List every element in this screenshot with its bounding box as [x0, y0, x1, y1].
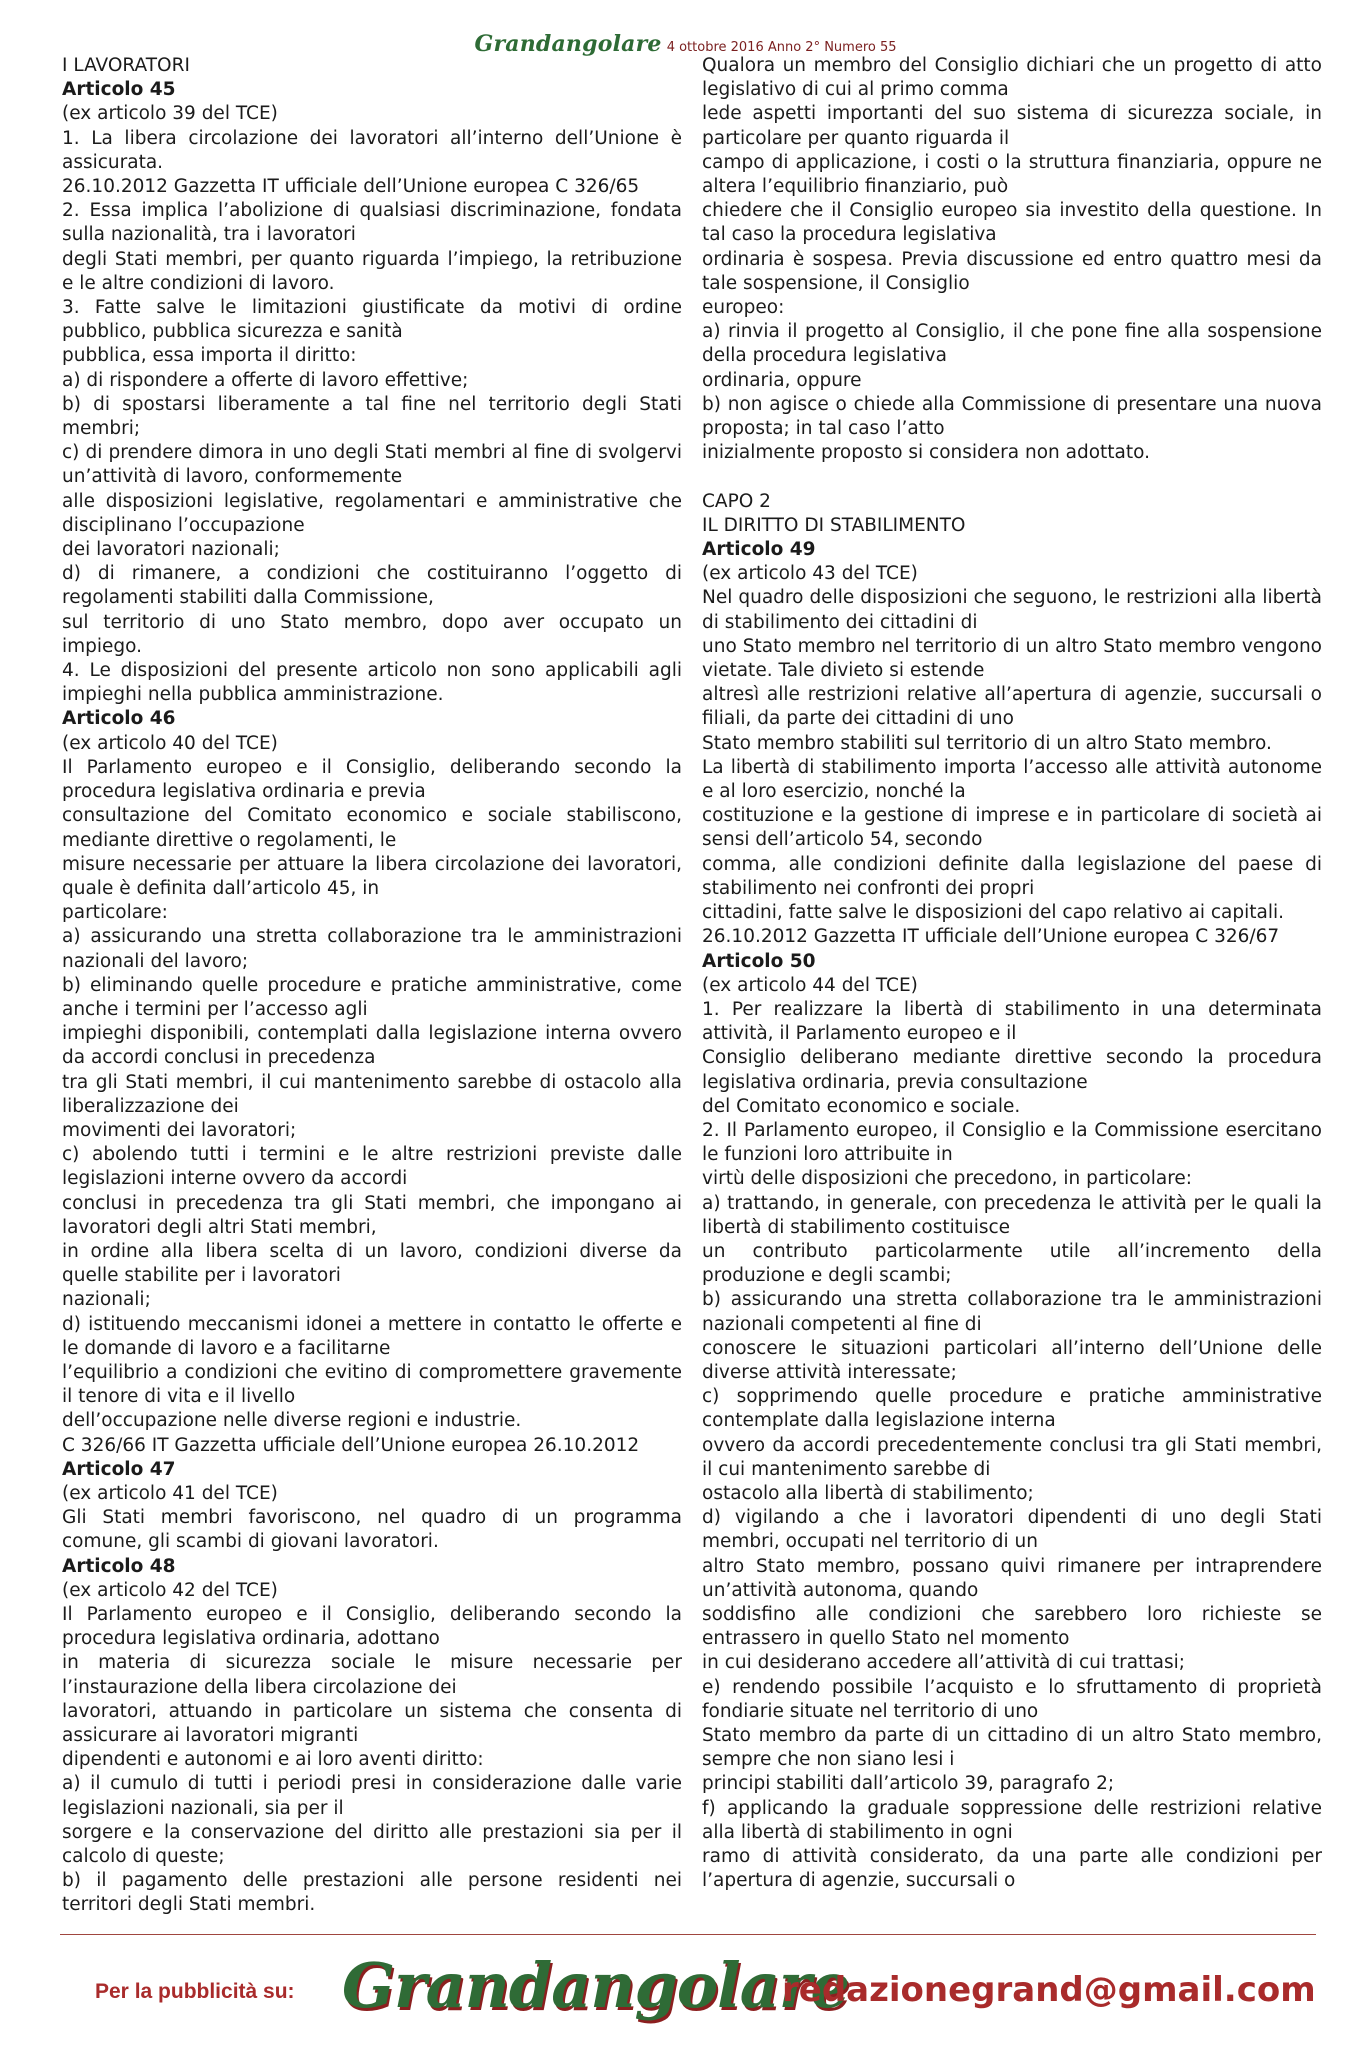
footer-logo: Grandangolare: [342, 1949, 850, 2022]
paragraph: Consiglio deliberano mediante direttive secondo la procedura legislativa ordinaria, previa consultazione: [702, 1047, 1322, 1093]
paragraph: sorgere e la conservazione del diritto alle prestazioni sia per il calcolo di queste;: [62, 1821, 682, 1868]
paragraph: 2. Essa implica l’abolizione di qualsiasi discriminazione, fondata sulla nazionalità, tra i lavoratori: [62, 200, 682, 246]
list-item: c) sopprimendo quelle procedure e pratiche amministrative contemplate dalla legislazione interna: [702, 1386, 1322, 1432]
paragraph: in cui desiderano accedere all’attività di cui trattasi;: [702, 1652, 1185, 1674]
contact-email[interactable]: redazionegrand@gmail.com: [782, 1970, 1316, 2010]
article-reference: (ex articolo 40 del TCE): [62, 732, 278, 754]
paragraph: 4. Le disposizioni del presente articolo non sono applicabili agli impieghi nella pubblica amministrazione.: [62, 660, 682, 706]
advertising-label: Per la pubblicità su:: [95, 1980, 295, 2003]
gazette-reference: 26.10.2012 Gazzetta IT ufficiale dell’Unione europea C 326/67: [702, 926, 1280, 948]
paragraph: 1. Per realizzare la libertà di stabilimento in una determinata attività, il Parlamento europeo e il: [702, 998, 1322, 1045]
paragraph: degli Stati membri, per quanto riguarda l’impiego, la retribuzione e le altre condizioni di lavoro.: [62, 248, 682, 294]
paragraph: altro Stato membro, possano quivi rimanere per intraprendere un’attività autonoma, quando: [702, 1555, 1322, 1601]
chapter-title: IL DIRITTO DI STABILIMENTO: [702, 514, 966, 536]
paragraph: Il Parlamento europeo e il Consiglio, deliberando secondo la procedura legislativa ordinaria e previa: [62, 756, 682, 803]
paragraph: ostacolo alla libertà di stabilimento;: [702, 1482, 1034, 1504]
gazette-reference: 26.10.2012 Gazzetta IT ufficiale dell’Unione europea C 326/65: [62, 176, 640, 198]
section-heading: I LAVORATORI: [62, 55, 190, 76]
advertising-footer: [0, 1950, 1371, 2030]
list-item: b) non agisce o chiede alla Commissione di presentare una nuova proposta; in tal caso l’atto: [702, 393, 1322, 440]
list-item: a) di rispondere a offerte di lavoro effettive;: [62, 369, 469, 391]
paragraph: cittadini, fatte salve le disposizioni del capo relativo ai capitali.: [702, 902, 1284, 924]
paragraph: conclusi in precedenza tra gli Stati membri, che impongano ai lavoratori degli altri Stati membri,: [62, 1192, 682, 1238]
article-reference: (ex articolo 43 del TCE): [702, 563, 918, 585]
paragraph: campo di applicazione, i costi o la struttura finanziaria, oppure ne altera l’equilibrio finanziario, può: [702, 151, 1322, 198]
list-item: e) rendendo possibile l’acquisto e lo sfruttamento di proprietà fondiarie situate nel territorio di uno: [702, 1676, 1322, 1722]
paragraph: soddisfino alle condizioni che sarebbero loro richieste se entrassero in quello Stato nel momento: [702, 1603, 1322, 1650]
article-heading: Articolo 47: [62, 1458, 176, 1480]
paragraph: particolare:: [62, 902, 168, 924]
list-item: c) abolendo tutti i termini e le altre restrizioni previste dalle legislazioni interne ovvero da accordi: [62, 1144, 682, 1190]
list-item: f) applicando la graduale soppressione delle restrizioni relative alla libertà di stabilimento in ogni: [702, 1797, 1322, 1843]
paragraph: misure necessarie per attuare la libera circolazione dei lavoratori, quale è definita dall’articolo 45, in: [62, 853, 682, 899]
paragraph: ovvero da accordi precedentemente conclusi tra gli Stati membri, il cui mantenimento sarebbe di: [702, 1434, 1322, 1480]
article-heading: Articolo 48: [62, 1555, 176, 1577]
paragraph: in ordine alla libera scelta di un lavoro, condizioni diverse da quelle stabilite per i lavoratori: [62, 1240, 682, 1287]
paragraph: ordinaria, oppure: [702, 369, 862, 391]
paragraph: uno Stato membro nel territorio di un altro Stato membro vengono vietate. Tale divieto si estende: [702, 635, 1322, 682]
paragraph: comma, alle condizioni definite dalla legislazione del paese di stabilimento nei confronti dei propri: [702, 853, 1322, 899]
list-item: a) il cumulo di tutti i periodi presi in considerazione dalle varie legislazioni nazionali, sia per il: [62, 1773, 682, 1819]
right-column: [702, 54, 1322, 1893]
paragraph: pubblica, essa importa il diritto:: [62, 345, 357, 367]
paragraph: 3. Fatte salve le limitazioni giustificate da motivi di ordine pubblico, pubblica sicurezza e sanità: [62, 297, 682, 343]
list-item: b) eliminando quelle procedure e pratiche amministrative, come anche i termini per l’accesso agli: [62, 974, 682, 1020]
article-heading: Articolo 49: [702, 539, 816, 561]
paragraph: Il Parlamento europeo e il Consiglio, deliberando secondo la procedura legislativa ordinaria, adottano: [62, 1604, 682, 1650]
paragraph: dipendenti e autonomi e ai loro aventi diritto:: [62, 1749, 484, 1771]
paragraph: in materia di sicurezza sociale le misure necessarie per l’instaurazione della libera circolazione dei: [62, 1652, 682, 1698]
paragraph: movimenti dei lavoratori;: [62, 1119, 297, 1141]
list-item: c) di prendere dimora in uno degli Stati membri al fine di svolgervi un’attività di lavoro, conformemente: [62, 442, 682, 488]
paragraph: europeo:: [702, 297, 785, 319]
paragraph: conoscere le situazioni particolari all’interno dell’Unione delle diverse attività interessate;: [702, 1337, 1322, 1383]
masthead-title: Grandangolare: [474, 31, 662, 57]
list-item: a) rinvia il progetto al Consiglio, il che pone fine alla sospensione della procedura legislativa: [702, 321, 1322, 367]
paragraph: lede aspetti importanti del suo sistema di sicurezza sociale, in particolare per quanto riguarda il: [702, 103, 1322, 149]
paragraph: Nel quadro delle disposizioni che seguono, le restrizioni alla libertà di stabilimento dei cittadini di: [702, 587, 1322, 633]
list-item: d) di rimanere, a condizioni che costituiranno l’oggetto di regolamenti stabiliti dalla Commissione,: [62, 563, 682, 609]
paragraph: Stato membro stabiliti sul territorio di un altro Stato membro.: [702, 732, 1272, 754]
spacer: [702, 465, 1322, 489]
list-item: d) vigilando a che i lavoratori dipendenti di uno degli Stati membri, occupati nel territorio di un: [702, 1507, 1322, 1553]
list-item: a) assicurando una stretta collaborazione tra le amministrazioni nazionali del lavoro;: [62, 926, 682, 972]
paragraph: La libertà di stabilimento importa l’accesso alle attività autonome e al loro esercizio, nonché la: [702, 756, 1322, 803]
paragraph: tra gli Stati membri, il cui mantenimento sarebbe di ostacolo alla liberalizzazione dei: [62, 1071, 682, 1117]
list-item: b) assicurando una stretta collaborazione tra le amministrazioni nazionali competenti al fine di: [702, 1289, 1322, 1335]
paragraph: l’equilibrio a condizioni che evitino di compromettere gravemente il tenore di vita e il livello: [62, 1361, 682, 1408]
article-reference: (ex articolo 44 del TCE): [702, 974, 918, 996]
article-heading: Articolo 45: [62, 79, 176, 101]
chapter-heading: CAPO 2: [702, 490, 771, 512]
list-item: a) trattando, in generale, con precedenza le attività per le quali la libertà di stabilimento costituisce: [702, 1192, 1322, 1238]
paragraph: impieghi disponibili, contemplati dalla legislazione interna ovvero da accordi conclusi in precedenza: [62, 1023, 682, 1069]
article-heading: Articolo 46: [62, 708, 176, 730]
paragraph: virtù delle disposizioni che precedono, in particolare:: [702, 1168, 1193, 1190]
article-heading: Articolo 50: [702, 950, 816, 972]
paragraph: costituzione e la gestione di imprese e in particolare di società ai sensi dell’articolo 54, secondo: [702, 805, 1322, 851]
paragraph: un contributo particolarmente utile all’incremento della produzione e degli scambi;: [702, 1240, 1322, 1287]
paragraph: principi stabiliti dall’articolo 39, paragrafo 2;: [702, 1773, 1115, 1795]
list-item: b) di spostarsi liberamente a tal fine nel territorio degli Stati membri;: [62, 393, 682, 440]
paragraph: consultazione del Comitato economico e sociale stabiliscono, mediante direttive o regolamenti, le: [62, 805, 682, 851]
paragraph: ordinaria è sospesa. Previa discussione ed entro quattro mesi da tale sospensione, il Consiglio: [702, 248, 1322, 294]
paragraph: 2. Il Parlamento europeo, il Consiglio e la Commissione esercitano le funzioni loro attribuite in: [702, 1119, 1322, 1166]
gazette-reference: C 326/66 IT Gazzetta ufficiale dell’Unione europea 26.10.2012: [62, 1434, 640, 1456]
paragraph: Stato membro da parte di un cittadino di un altro Stato membro, sempre che non siano lesi i: [702, 1725, 1322, 1771]
paragraph: altresì alle restrizioni relative all’apertura di agenzie, succursali o filiali, da parte dei cittadini di uno: [702, 684, 1322, 730]
paragraph: Qualora un membro del Consiglio dichiari che un progetto di atto legislativo di cui al primo comma: [702, 55, 1322, 101]
paragraph: dell’occupazione nelle diverse regioni e industrie.: [62, 1410, 522, 1432]
issue-info: 4 ottobre 2016 Anno 2° Numero 55: [666, 40, 897, 55]
paragraph: sul territorio di uno Stato membro, dopo aver occupato un impiego.: [62, 611, 682, 657]
article-reference: (ex articolo 42 del TCE): [62, 1579, 278, 1601]
paragraph: dei lavoratori nazionali;: [62, 539, 280, 561]
paragraph: lavoratori, attuando in particolare un sistema che consenta di assicurare ai lavoratori migranti: [62, 1700, 682, 1747]
list-item: b) il pagamento delle prestazioni alle persone residenti nei territori degli Stati membri.: [62, 1870, 682, 1916]
footer-divider: [60, 1934, 1316, 1935]
paragraph: chiedere che il Consiglio europeo sia investito della questione. In tal caso la procedura legislativa: [702, 200, 1322, 246]
paragraph: nazionali;: [62, 1289, 151, 1311]
paragraph: ramo di attività considerato, da una parte alle condizioni per l’apertura di agenzie, succursali o: [702, 1846, 1322, 1892]
article-reference: (ex articolo 39 del TCE): [62, 103, 278, 125]
left-column: [62, 54, 682, 1918]
article-reference: (ex articolo 41 del TCE): [62, 1482, 278, 1504]
paragraph: del Comitato economico e sociale.: [702, 1095, 1021, 1117]
paragraph: alle disposizioni legislative, regolamentari e amministrative che disciplinano l’occupazione: [62, 490, 682, 536]
paragraph: 1. La libera circolazione dei lavoratori all’interno dell’Unione è assicurata.: [62, 127, 682, 173]
list-item: d) istituendo meccanismi idonei a mettere in contatto le offerte e le domande di lavoro e a facilitarne: [62, 1313, 682, 1359]
paragraph: inizialmente proposto si considera non adottato.: [702, 442, 1151, 464]
paragraph: Gli Stati membri favoriscono, nel quadro di un programma comune, gli scambi di giovani lavoratori.: [62, 1507, 682, 1553]
